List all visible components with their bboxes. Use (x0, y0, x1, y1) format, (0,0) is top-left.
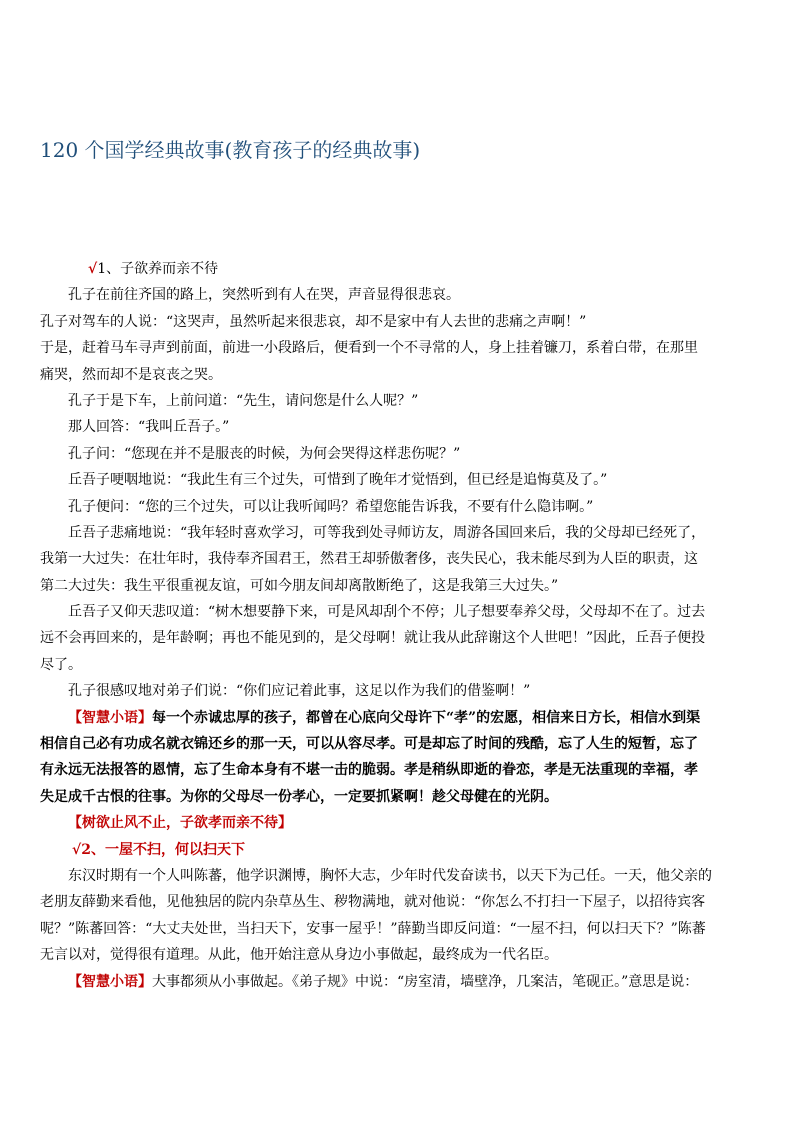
story-heading-text: 2、一屋不扫，何以扫天下 (81, 841, 245, 858)
story-heading-text: 1、子欲养而亲不待 (97, 261, 219, 277)
paragraph-line: 无言以对，觉得很有道理。从此，他开始注意从身边小事做起，最终成为一代名臣。 (40, 947, 558, 964)
motto: 【树欲止风不止，子欲孝而亲不待】 (68, 815, 292, 832)
check-mark-icon: √ (72, 841, 82, 858)
paragraph-line: 第二大过失：我生平很重视友谊，可如今朋友间却离散断绝了，这是我第三大过失。” (40, 577, 559, 594)
paragraph-line: 于是，赶着马车寻声到前面，前进一小段路后，便看到一个不寻常的人，身上挂着镰刀，系着白带，在那里 (40, 340, 698, 357)
story-heading (40, 256, 794, 282)
wisdom-line: 失足成千古恨的往事。为你的父母尽一份孝心，一定要抓紧啊！趁父母健在的光阴。 (40, 788, 558, 805)
paragraph-line: 尽了。 (40, 656, 82, 673)
paragraph-line: 孔子于是下车，上前问道：“先生，请问您是什么人呢？” (68, 392, 419, 409)
story-heading (40, 837, 794, 863)
wisdom-line: 有永远无法报答的恩情，忘了生命本身有不堪一击的脆弱。孝是稍纵即逝的眷恋，孝是无法重现的幸福，孝 (40, 762, 698, 779)
wisdom-line (40, 969, 794, 995)
paragraph-line: 孔子在前往齐国的路上，突然听到有人在哭，声音显得很悲哀。 (68, 287, 460, 304)
paragraph-line: 孔子便问：“您的三个过失，可以让我听闻吗？希望您能告诉我，不要有什么隐讳啊。” (68, 498, 594, 515)
paragraph-line: 远不会再回来的，是年龄啊；再也不能见到的，是父母啊！就让我从此辞谢这个人世吧！”因此，丘吾子便投 (40, 630, 706, 647)
paragraph-line: 痛哭，然而却不是哀丧之哭。 (40, 366, 222, 383)
document-title: 120 个国学经典故事(教育孩子的经典故事) (40, 138, 421, 162)
paragraph-line: 老朋友薛勤来看他，见他独居的院内杂草丛生、秽物满地，就对他说：“你怎么不打扫一下屋子，以招待宾客 (40, 894, 706, 911)
paragraph-line: 丘吾子哽咽地说：“我此生有三个过失，可惜到了晚年才觉悟到，但已经是追悔莫及了。” (68, 472, 608, 489)
paragraph-line: 丘吾子悲痛地说：“我年轻时喜欢学习，可等我到处寻师访友，周游各国回来后，我的父母却已经死了， (68, 524, 706, 541)
wisdom-line (40, 705, 794, 731)
paragraph-line: 呢？”陈蕃回答：“大丈夫处世，当扫天下，安事一屋乎！”薛勤当即反问道：“一屋不扫，何以扫天下？”陈蕃 (40, 920, 706, 937)
paragraph-line: 孔子问：“您现在并不是服丧的时候，为何会哭得这样悲伤呢？” (68, 445, 461, 462)
paragraph-line: 孔子对驾车的人说：“这哭声，虽然听起来很悲哀，却不是家中有人去世的悲痛之声啊！” (40, 313, 587, 330)
check-mark-icon: √ (88, 261, 98, 277)
wisdom-label: 【智慧小语】 (68, 973, 152, 990)
wisdom-label: 【智慧小语】 (68, 709, 152, 726)
paragraph-line: 那人回答：“我叫丘吾子。” (68, 419, 230, 436)
wisdom-text: 大事都须从小事做起。《弟子规》中说：“房室清，墙壁净，几案洁，笔砚正。”意思是说： (152, 973, 699, 990)
paragraph-line: 我第一大过失：在壮年时，我侍奉齐国君王，然君王却骄傲奢侈，丧失民心，我未能尽到为人臣的职责，这 (40, 551, 698, 568)
wisdom-line: 相信自己必有功成名就衣锦还乡的那一天，可以从容尽孝。可是却忘了时间的残酷，忘了人生的短暂，忘了 (40, 736, 698, 753)
document-body (40, 256, 794, 995)
wisdom-text: 每一个赤诚忠厚的孩子，都曾在心底向父母许下“孝”的宏愿，相信来日方长，相信水到渠 (152, 709, 701, 726)
paragraph-line: 东汉时期有一个人叫陈蕃，他学识渊博，胸怀大志，少年时代发奋读书，以天下为己任。一天，他父亲的 (68, 867, 712, 884)
paragraph-line: 孔子很感叹地对弟子们说：“你们应记着此事，这足以作为我们的借鉴啊！” (68, 683, 531, 700)
paragraph-line: 丘吾子又仰天悲叹道：“树木想要静下来，可是风却刮个不停；儿子想要奉养父母，父母却不在了。过去 (68, 604, 706, 621)
